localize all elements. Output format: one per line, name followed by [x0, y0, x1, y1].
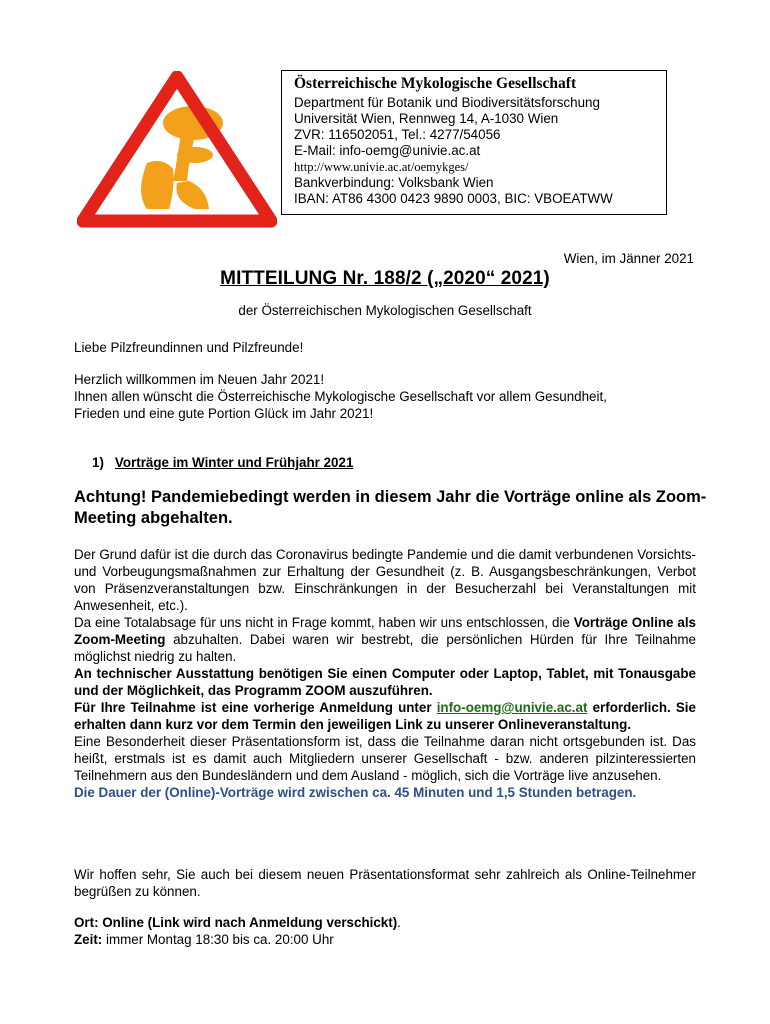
greeting: Liebe Pilzfreundinnen und Pilzfreunde! — [74, 340, 304, 355]
closing-paragraph: Wir hoffen sehr, Sie auch bei diesem neuen Präsentationsformat sehr zahlreich als Online-Teilnehmer begrüßen zu können. — [74, 867, 696, 899]
section-label: Vorträge im Winter und Frühjahr 2021 — [114, 455, 354, 470]
intro-block — [74, 371, 696, 422]
org-name: Österreichische Mykologische Gesellschaft — [294, 75, 577, 92]
ort-label: Ort: Online (Link wird nach Anmeldung verschickt) — [74, 915, 398, 930]
bank: Bankverbindung: Volksbank Wien — [294, 175, 494, 190]
alert-heading: Achtung! Pandemiebedingt werden in diesem Jahr die Vorträge online als Zoom-Meeting abgehalten. — [74, 488, 707, 527]
text-run-bold: Vorträge Online als Zoom-Meeting — [74, 615, 696, 647]
duration-note: Die Dauer der (Online)-Vorträge wird zwischen ca. 45 Minuten und 1,5 Stunden betragen. — [74, 785, 637, 800]
paragraph — [74, 614, 696, 665]
email-link[interactable]: info-oemg@univie.ac.at — [436, 700, 588, 715]
intro-line: Frieden und eine gute Portion Glück im Jahr 2021! — [74, 406, 374, 421]
website: http://www.univie.ac.at/oemykges/ — [294, 160, 469, 174]
zeit-line — [74, 931, 696, 948]
ort-line — [74, 914, 696, 931]
paragraph-bold — [74, 699, 696, 733]
text-run: erforderlich. Sie erhalten dann kurz vor dem Termin den jeweiligen Link zu unserer Onlineveranstaltung. — [74, 700, 696, 732]
text-run: Da eine Totalabsage für uns nicht in Frage kommt, haben wir uns entschlossen, die — [74, 615, 574, 630]
iban: IBAN: AT86 4300 0423 9890 0003, BIC: VBOEATWW — [294, 191, 613, 206]
page-title: MITTEILUNG Nr. 188/2 („2020“ 2021) — [220, 268, 550, 289]
mushroom-triangle-logo — [77, 71, 277, 231]
address: Universität Wien, Rennweg 14, A-1030 Wien — [294, 111, 559, 126]
main-body — [74, 546, 696, 801]
intro-line: Herzlich willkommen im Neuen Jahr 2021! — [74, 372, 325, 387]
zeit-label: Zeit: — [74, 932, 103, 947]
text-run: Für Ihre Teilnahme ist eine vorherige Anmeldung unter — [74, 700, 437, 715]
paragraph: Eine Besonderheit dieser Präsentationsform ist, dass die Teilnahme daran nicht ortsgebunden ist. Das heißt, erstmals ist es damit auch Mitgliedern unserer Gesellschaft - bzw. anderen pilzinteressierten Teilnehmern aus den Bundesländern und dem Ausland - möglich, sich die Vorträge live anzusehen. — [74, 734, 696, 783]
paragraph-bold: An technischer Ausstattung benötigen Sie einen Computer oder Laptop, Tablet, mit Tonausgabe und der Möglichkeit, das Programm ZOOM auszuführen. — [74, 666, 696, 698]
text-run: abzuhalten. Dabei waren wir bestrebt, die persönlichen Hürden für Ihre Teilnahme möglichst niedrig zu halten. — [74, 632, 696, 664]
email: E-Mail: info-oemg@univie.ac.at — [294, 143, 481, 158]
section-heading — [92, 455, 353, 470]
zeit-value: immer Montag 18:30 bis ca. 20:00 Uhr — [102, 932, 334, 947]
zvr-phone: ZVR: 116502051, Tel.: 4277/54056 — [294, 127, 501, 142]
date-line: Wien, im Jänner 2021 — [563, 251, 694, 266]
section-number: 1) — [92, 455, 104, 470]
intro-line: Ihnen allen wünscht die Österreichische Mykologische Gesellschaft vor allem Gesundheit, — [74, 389, 607, 404]
event-details — [74, 914, 696, 948]
letterhead-box — [281, 70, 667, 215]
ort-suffix: . — [397, 915, 401, 930]
department: Department für Botanik und Biodiversitätsforschung — [294, 95, 600, 110]
paragraph: Der Grund dafür ist die durch das Coronavirus bedingte Pandemie und die damit verbundenen Vorsichts- und Vorbeugungsmaßnahmen zur Erhaltung der Gesundheit (z. B. Ausgangsbeschränkungen, Verbot von Präsenzveranstaltungen bzw. Einschränkungen in der Besucherzahl bei Veranstaltungen mit Anwesenheit, etc.). — [74, 547, 696, 613]
subtitle: der Österreichischen Mykologischen Gesellschaft — [238, 303, 532, 318]
